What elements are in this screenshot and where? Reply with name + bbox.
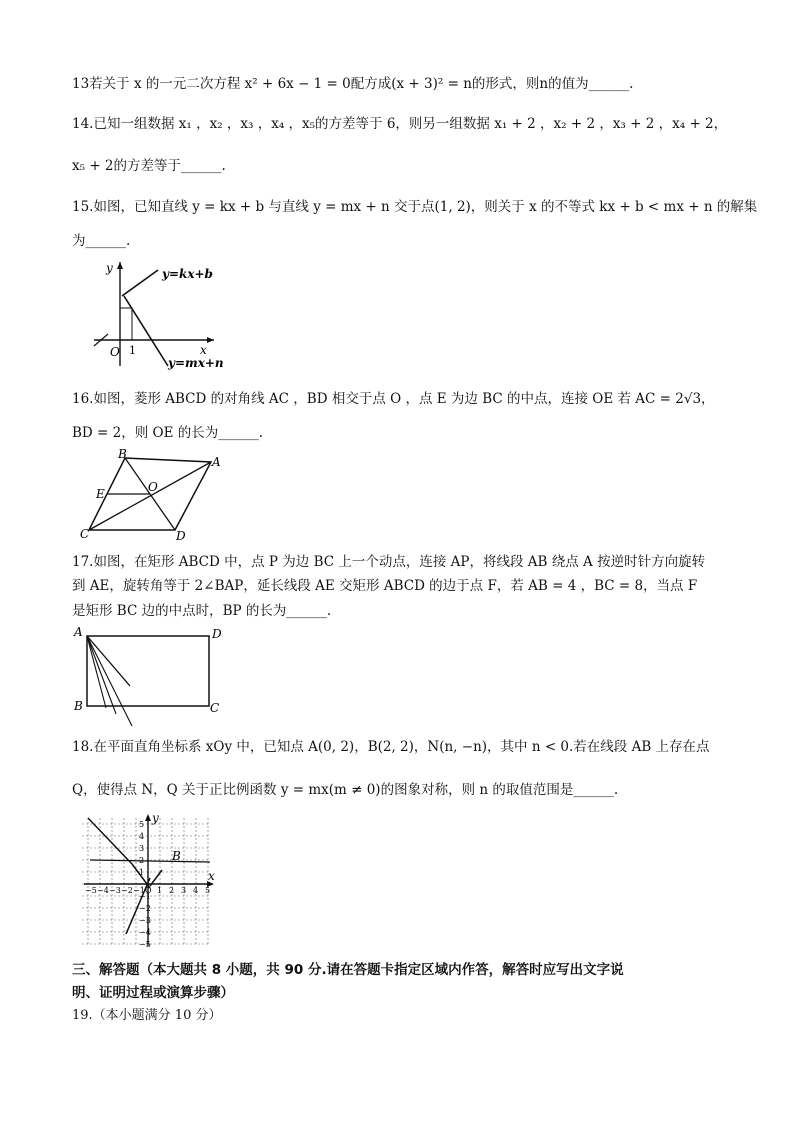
vertex-C-label: C: [80, 527, 90, 541]
vertex-C-label: C: [210, 701, 220, 715]
question-14-line-1: 14.已知一组数据 x₁ ，x₂ ，x₃ ，x₄ ，x₅的方差等于 6，则另一组数据 x₁ + 2 ，x₂ + 2 ，x₃ + 2 ，x₄ + 2，: [72, 116, 728, 132]
figure-15-line-graph: [86, 256, 226, 372]
y-tick-label: 3: [139, 844, 145, 853]
x-tick-label: 4: [193, 886, 199, 895]
x-tick-label: −2: [121, 886, 133, 895]
question-19-heading: 19.（本小题满分 10 分）: [72, 1008, 222, 1023]
section-3-heading-line-1: 三、解答题（本大题共 8 小题，共 90 分.请在答题卡指定区域内作答，解答时应写出文字说: [72, 962, 624, 978]
figure-16-rhombus: [78, 446, 228, 542]
x-axis-arrow: [207, 337, 214, 343]
line-mx-plus-n-label: y=mx+n: [168, 356, 224, 370]
x-tick-label: 2: [169, 886, 175, 895]
question-16-line-2: BD = 2，则 OE 的长为______.: [72, 425, 264, 441]
question-15-line-2: 为______.: [72, 233, 131, 249]
y-tick-label: −3: [139, 916, 151, 925]
vertex-D-label: D: [176, 529, 186, 542]
question-13: 13若关于 x 的一元二次方程 x² + 6x − 1 = 0配方成(x + 3)² = n的形式，则n的值为______.: [72, 76, 634, 92]
x-axis-label: x: [208, 869, 215, 883]
x-tick-label: 1: [157, 886, 163, 895]
segment-AP-2: [87, 636, 116, 714]
origin-label: O: [110, 345, 120, 359]
y-tick-label: −5: [139, 940, 151, 949]
x-axis-label: x: [200, 343, 207, 357]
question-16-line-1: 16.如图，菱形 ABCD 的对角线 AC ，BD 相交于点 O ，点 E 为边 BC 的中点，连接 OE 若 AC = 2√3，: [72, 391, 715, 407]
x-tick-label: 5: [205, 886, 211, 895]
question-15-line-1: 15.如图，已知直线 y = kx + b 与直线 y = mx + n 交于点(1, 2)，则关于 x 的不等式 kx + b < mx + n 的解集: [72, 199, 758, 215]
question-18-line-1: 18.在平面直角坐标系 xOy 中，已知点 A(0, 2)，B(2, 2)，N(n, −n)，其中 n < 0.若在线段 AB 上存在点: [72, 739, 710, 755]
figure-18-coordinate-grid: [80, 812, 220, 950]
y-axis-arrow: [117, 262, 123, 269]
vertex-A-label: A: [74, 625, 83, 639]
y-axis-label: y: [152, 812, 159, 825]
question-17-line-1: 17.如图，在矩形 ABCD 中，点 P 为边 BC 上一个动点，连接 AP，将线段 AB 绕点 A 按逆时针方向旋转: [72, 554, 706, 570]
y-axis-label: y: [106, 261, 113, 275]
question-17-line-2: 到 AE，旋转角等于 2∠BAP，延长线段 AE 交矩形 ABCD 的边于点 F，若 AB = 4 ，BC = 8，当点 F: [72, 578, 698, 594]
question-17-line-3: 是矩形 BC 边的中点时，BP 的长为______.: [72, 603, 332, 619]
x-tick-label: −3: [109, 886, 121, 895]
question-14-line-2: x₅ + 2的方差等于______.: [72, 158, 226, 174]
section-3-heading-line-2: 明、证明过程或演算步骤）: [72, 985, 234, 1001]
question-18-line-2: Q，使得点 N，Q 关于正比例函数 y = mx(m ≠ 0)的图象对称，则 n 的取值范围是______.: [72, 782, 619, 798]
x-tick-label: −5: [85, 886, 97, 895]
y-tick-label: 5: [139, 820, 145, 829]
y-tick-label: −1: [139, 892, 151, 901]
point-E-label: E: [96, 487, 105, 501]
upper-left-line: [88, 818, 132, 864]
point-B-label: B: [172, 849, 181, 863]
y-tick-label: 4: [139, 832, 145, 841]
y-tick-label: −2: [139, 904, 151, 913]
y-axis-arrow: [145, 814, 151, 821]
rectangle-ABCD: [87, 636, 209, 706]
vertex-A-label: A: [212, 455, 221, 469]
y-tick-label: 1: [139, 868, 145, 877]
x-tick-label: −1: [133, 886, 145, 895]
line-kx-plus-b: [122, 270, 158, 296]
vertex-D-label: D: [212, 627, 222, 641]
tick-1-label: 1: [129, 344, 136, 357]
vertex-B-label: B: [118, 447, 127, 461]
line-kx-plus-b-label: y=kx+b: [162, 267, 213, 281]
y-tick-label: 2: [139, 856, 145, 865]
y-tick-label: −4: [139, 928, 151, 937]
point-O-label: O: [148, 480, 158, 494]
vertex-B-label: B: [74, 699, 83, 713]
figure-17-rectangle: [70, 624, 230, 728]
x-tick-label: 3: [181, 886, 187, 895]
x-tick-label: −4: [97, 886, 109, 895]
x-tick-label: O: [145, 886, 152, 895]
